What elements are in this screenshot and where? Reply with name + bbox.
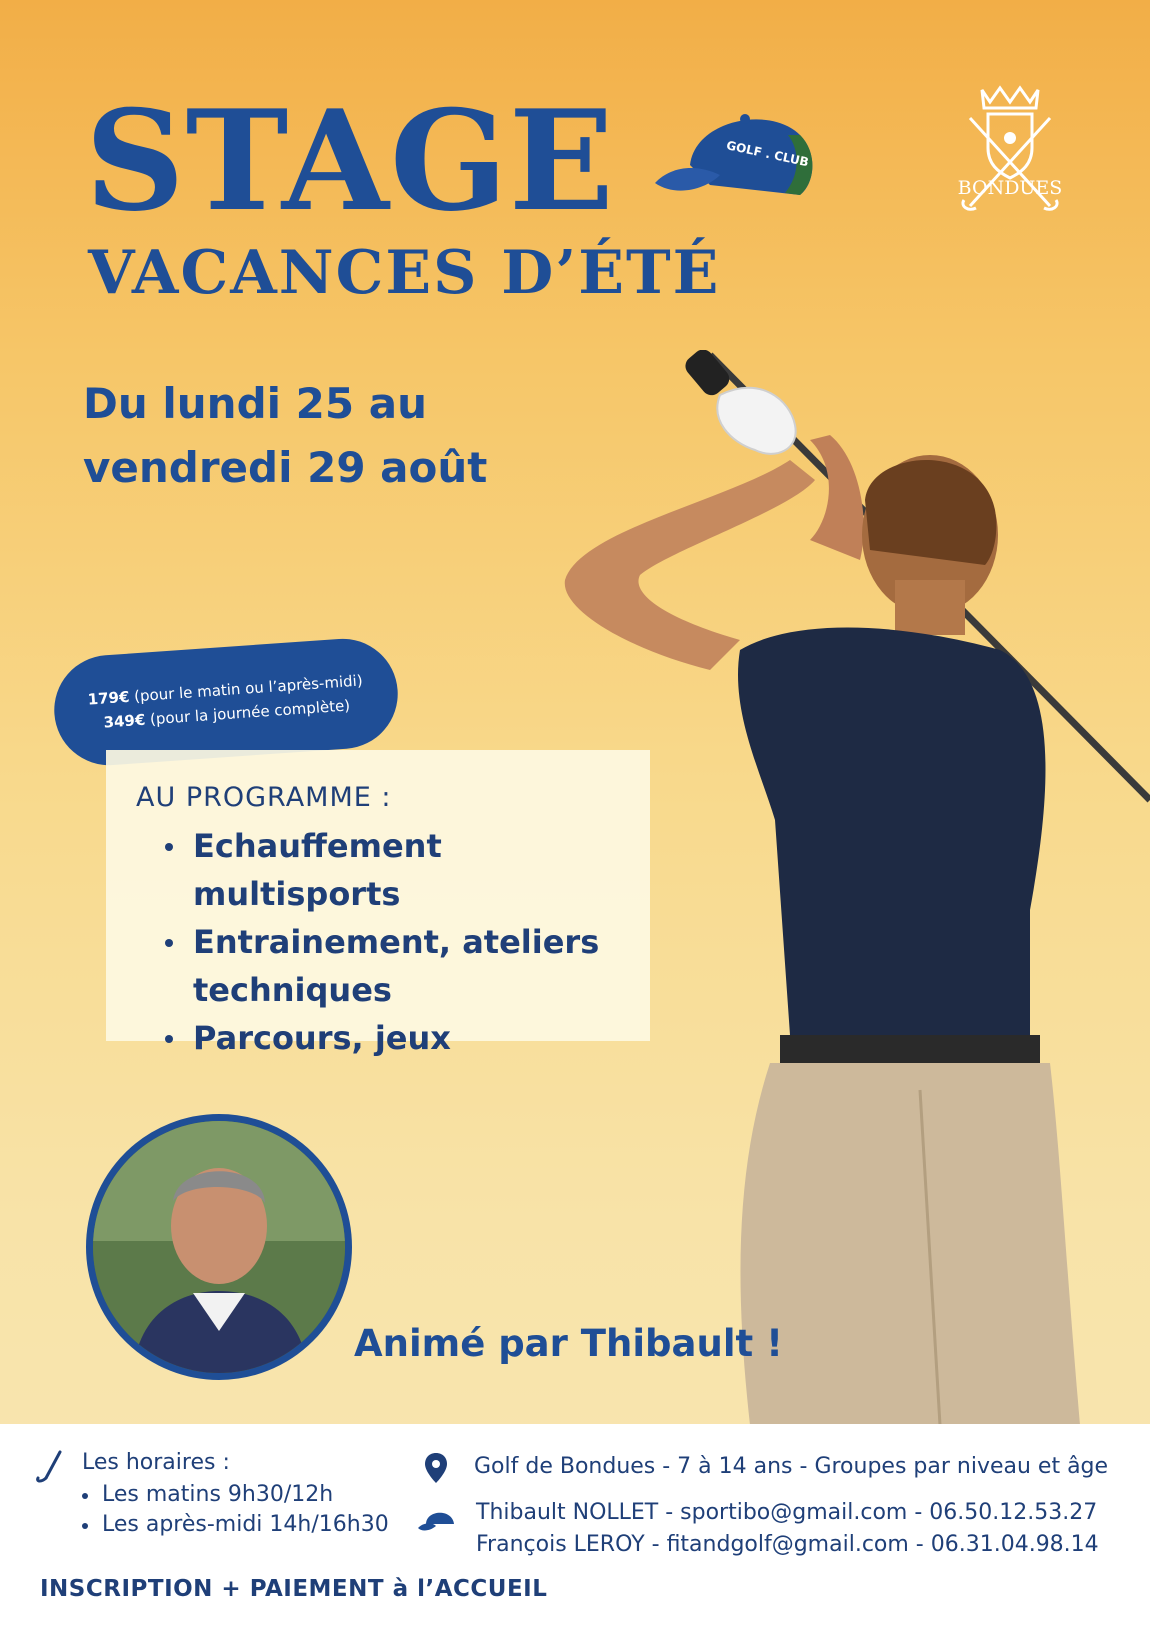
page-title: STAGE bbox=[85, 79, 615, 242]
dates-line-1: Du lundi 25 au bbox=[83, 379, 427, 428]
registration-cta: INSCRIPTION + PAIEMENT à l’ACCUEIL bbox=[40, 1576, 548, 1602]
bondues-crest-icon bbox=[950, 78, 1070, 220]
price-badge bbox=[51, 635, 402, 769]
location-text: Golf de Bondues - 7 à 14 ans - Groupes par niveau et âge bbox=[474, 1454, 1109, 1479]
price-half-day-note: (pour le matin ou l’après-midi) bbox=[128, 671, 364, 706]
footer bbox=[0, 1424, 1150, 1627]
price-full-day-note: (pour la journée complète) bbox=[144, 696, 351, 729]
coach-avatar bbox=[86, 1114, 352, 1380]
contact-2: François LEROY - fitandgolf@gmail.com - 06.31.04.98.14 bbox=[476, 1532, 1099, 1557]
golf-cap-icon bbox=[650, 105, 825, 210]
programme-item: Echauffement multisports bbox=[161, 822, 631, 918]
cap-label: GOLF . CLUB bbox=[725, 138, 810, 170]
page-subtitle: VACANCES D’ÉTÉ bbox=[88, 238, 721, 308]
schedule-list bbox=[80, 1480, 389, 1540]
programme-list bbox=[161, 822, 631, 1062]
logo-text: BONDUES bbox=[957, 177, 1063, 199]
contact-1: Thibault NOLLET - sportibo@gmail.com - 06.50.12.53.27 bbox=[476, 1500, 1098, 1525]
location-pin-icon bbox=[424, 1452, 448, 1484]
coach-caption: Animé par Thibault ! bbox=[354, 1322, 783, 1365]
event-dates bbox=[83, 372, 553, 500]
cap-icon bbox=[418, 1506, 456, 1532]
dates-line-2: vendredi 29 août bbox=[83, 443, 488, 492]
programme-item: Parcours, jeux bbox=[161, 1014, 631, 1062]
schedule-item: Les après-midi 14h/16h30 bbox=[80, 1510, 389, 1540]
price-half-day: 179€ bbox=[87, 687, 131, 709]
golf-club-icon bbox=[36, 1450, 66, 1484]
programme-item: Entrainement, ateliers techniques bbox=[161, 918, 631, 1014]
schedule-item: Les matins 9h30/12h bbox=[80, 1480, 389, 1510]
schedule-title: Les horaires : bbox=[82, 1450, 230, 1475]
programme-title: AU PROGRAMME : bbox=[136, 782, 392, 813]
coach-portrait bbox=[93, 1121, 345, 1373]
programme-box bbox=[106, 750, 650, 1057]
price-full-day: 349€ bbox=[102, 710, 146, 732]
